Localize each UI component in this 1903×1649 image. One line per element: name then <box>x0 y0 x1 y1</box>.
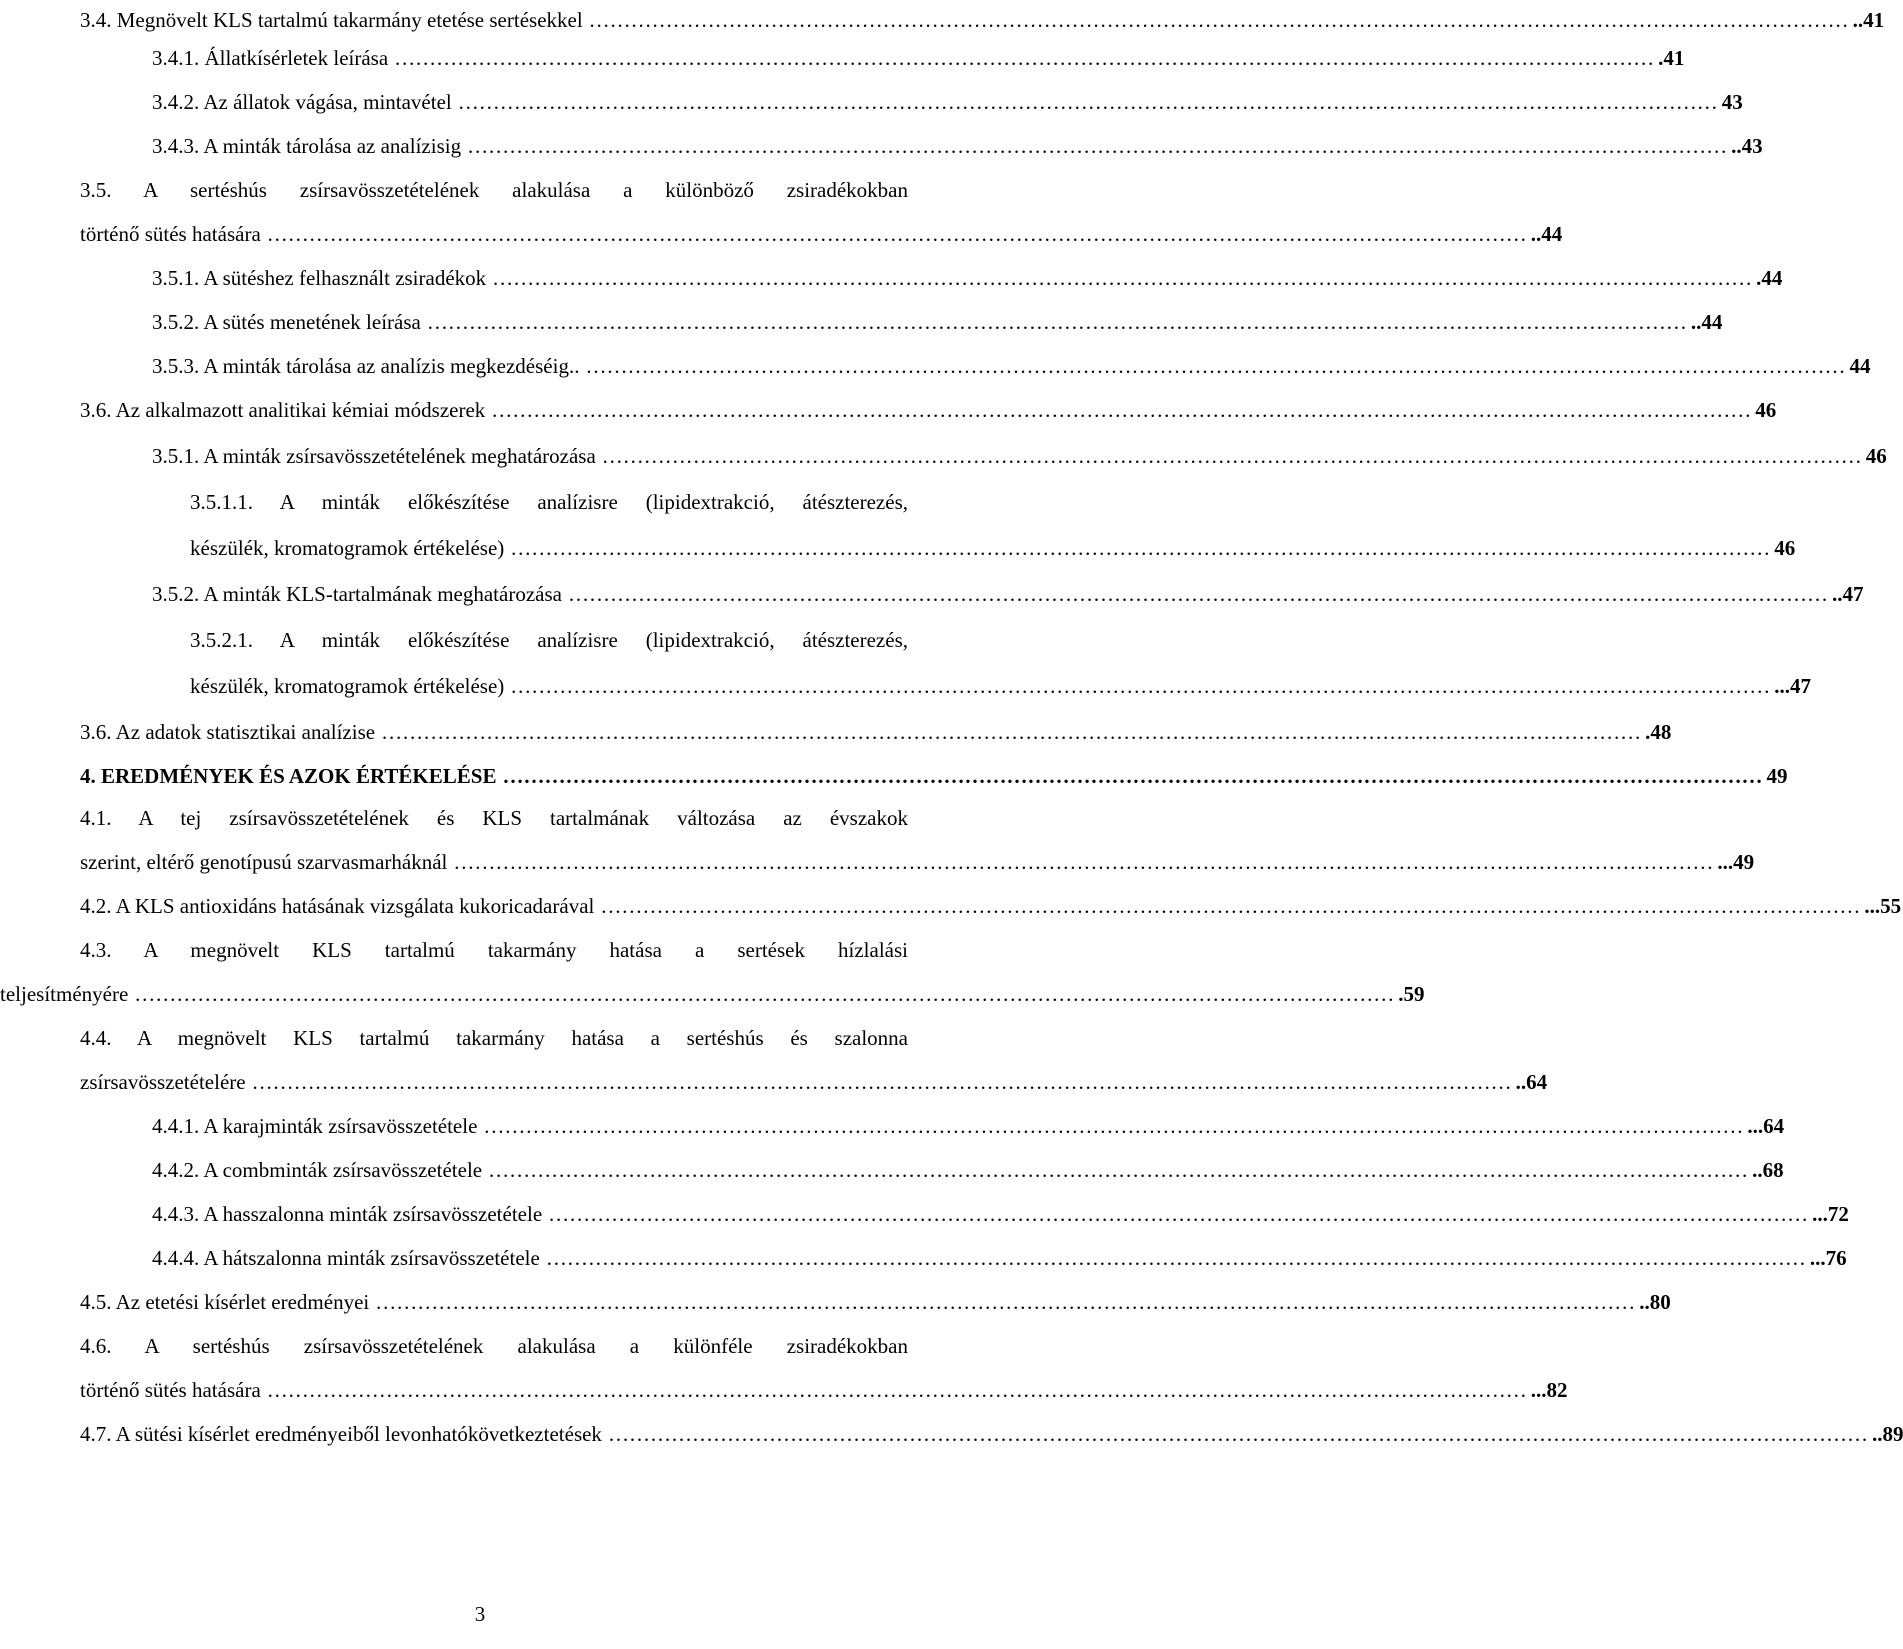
toc-entry[interactable] <box>0 304 1723 340</box>
toc-entry[interactable] <box>0 888 1902 924</box>
dot-leader: ……………………………………………………………………………………………………………………………………………………………… <box>492 266 1753 290</box>
toc-page-number: ..64 <box>1515 1070 1548 1094</box>
toc-entry-title: 3.4.3. A minták tárolása az analízisig <box>152 134 462 158</box>
toc-page-number: 46 <box>1865 444 1887 468</box>
toc-page-number: .48 <box>1645 720 1672 744</box>
toc-page-number: .44 <box>1756 266 1783 290</box>
dot-leader: ……………………………………………………………………………………………………………………………………………………………… <box>545 1246 1806 1270</box>
toc-entry[interactable] <box>0 932 1425 1012</box>
dot-leader: ……………………………………………………………………………………………………………………………………………………………… <box>585 354 1846 378</box>
toc-entry[interactable] <box>0 84 1743 120</box>
dot-leader: ……………………………………………………………………………………………………………………………………………………………… <box>266 1378 1527 1402</box>
toc-page-number: 46 <box>1755 398 1777 422</box>
toc-entry-title: 4.4.2. A combminták zsírsavösszetétele <box>152 1158 483 1182</box>
toc-entry-title-cont: készülék, kromatogramok értékelése) <box>190 536 505 560</box>
toc-entry[interactable] <box>0 260 1783 296</box>
dot-leader: ……………………………………………………………………………………………………………………………………………………………… <box>394 46 1655 70</box>
dot-leader: ……………………………………………………………………………………………………………………………………………………………… <box>600 894 1861 918</box>
toc-entry[interactable] <box>0 40 1685 76</box>
toc-page-number: 46 <box>1774 536 1796 560</box>
toc-entry[interactable] <box>0 438 1887 474</box>
dot-leader: ……………………………………………………………………………………………………………………………………………………………… <box>491 398 1752 422</box>
toc-entry-title-cont: teljesítményére <box>0 982 129 1006</box>
toc-entry[interactable] <box>0 392 1777 428</box>
toc-entry-title: 3.5.2. A minták KLS-tartalmának meghatározása <box>152 582 562 606</box>
toc-entry-title: 4. EREDMÉNYEK ÉS AZOK ÉRTÉKELÉSE <box>80 764 497 788</box>
toc-entry-title-cont: történő sütés hatására <box>80 1378 261 1402</box>
toc-page-number: .41 <box>1658 46 1685 70</box>
toc-entry[interactable] <box>0 1020 1548 1100</box>
toc-page-number: ..44 <box>1530 222 1563 246</box>
toc-entry-title: 3.5.2. A sütés menetének leírása <box>152 310 421 334</box>
toc-page-number: ...72 <box>1812 1202 1849 1226</box>
dot-leader: ……………………………………………………………………………………………………………………………………………………………… <box>467 134 1728 158</box>
toc-page-number: ...76 <box>1809 1246 1847 1270</box>
dot-leader: ……………………………………………………………………………………………………………………………………………………………… <box>266 222 1527 246</box>
toc-entry-title: 3.5.1. A minták zsírsavösszetételének meghatározása <box>152 444 596 468</box>
toc-page-number: 49 <box>1766 764 1788 788</box>
toc-entry[interactable] <box>0 348 1871 384</box>
toc-entry-title: 4.4.4. A hátszalonna minták zsírsavösszetétele <box>152 1246 540 1270</box>
dot-leader: ……………………………………………………………………………………………………………………………………………………………… <box>134 982 1395 1006</box>
dot-leader: ……………………………………………………………………………………………………………………………………………………………… <box>453 850 1714 874</box>
toc-page-number: ..80 <box>1639 1290 1671 1314</box>
toc-entry[interactable] <box>0 800 1755 880</box>
toc-page-number: ..47 <box>1831 582 1864 606</box>
toc-entry-title-cont: szerint, eltérő genotípusú szarvasmarháknál <box>80 850 448 874</box>
toc-entry[interactable] <box>0 128 1763 164</box>
toc-entry-title: 3.4.1. Állatkísérletek leírása <box>152 46 389 70</box>
toc-page-number: ...55 <box>1864 894 1902 918</box>
toc-page-number: ...64 <box>1747 1114 1785 1138</box>
toc-entry[interactable] <box>0 1240 1847 1276</box>
dot-leader: ……………………………………………………………………………………………………………………………………………………………… <box>381 720 1642 744</box>
toc-entry-title-cont: készülék, kromatogramok értékelése) <box>190 674 505 698</box>
toc-entry-title: 3.5.1. A sütéshez felhasznált zsiradékok <box>152 266 487 290</box>
dot-leader: ……………………………………………………………………………………………………………………………………………………………… <box>607 1422 1868 1446</box>
toc-entry-title: 3.6. Az alkalmazott analitikai kémiai módszerek <box>80 398 486 422</box>
toc-page-number: ..44 <box>1690 310 1723 334</box>
toc-entry-title: 4.3. A megnövelt KLS tartalmú takarmány hatása a sertések hízlalási <box>80 938 908 962</box>
toc-entry-title: 3.5.3. A minták tárolása az analízis megkezdéséig.. <box>152 354 580 378</box>
toc-page-number: ..41 <box>1852 8 1885 32</box>
toc-entry[interactable] <box>0 1108 1785 1144</box>
toc-page-number: 44 <box>1849 354 1871 378</box>
toc-entry[interactable] <box>0 1152 1784 1188</box>
toc-entry-title: 3.6. Az adatok statisztikai analízise <box>80 720 376 744</box>
toc-entry-title: 3.4.2. Az állatok vágása, mintavétel <box>152 90 452 114</box>
toc-entry-title: 3.5. A sertéshús zsírsavösszetételének alakulása a különböző zsiradékokban <box>80 178 908 202</box>
toc-entry-title: 3.4. Megnövelt KLS tartalmú takarmány etetése sertésekkel <box>80 8 583 32</box>
toc-entry[interactable] <box>0 1196 1849 1232</box>
toc-page-number: ...49 <box>1717 850 1755 874</box>
toc-entry-title: 4.6. A sertéshús zsírsavösszetételének alakulása a különféle zsiradékokban <box>80 1334 908 1358</box>
toc-entry-title-cont: történő sütés hatására <box>80 222 261 246</box>
toc-entry[interactable] <box>0 622 1812 704</box>
dot-leader: ……………………………………………………………………………………………………………………………………………………………… <box>502 764 1763 788</box>
toc-entry-title: 4.2. A KLS antioxidáns hatásának vizsgálata kukoricadarával <box>80 894 595 918</box>
dot-leader: ……………………………………………………………………………………………………………………………………………………………… <box>483 1114 1744 1138</box>
page-number: 3 <box>474 1602 486 1626</box>
toc-entry[interactable] <box>0 714 1672 750</box>
dot-leader: ……………………………………………………………………………………………………………………………………………………………… <box>457 90 1718 114</box>
dot-leader: ……………………………………………………………………………………………………………………………………………………………… <box>375 1290 1636 1314</box>
toc-entry-title: 4.4.1. A karajminták zsírsavösszetétele <box>152 1114 478 1138</box>
toc-page-number: ..89 <box>1871 1422 1903 1446</box>
toc-page-number: 43 <box>1721 90 1743 114</box>
dot-leader: ……………………………………………………………………………………………………………………………………………………………… <box>510 536 1771 560</box>
toc-entry[interactable] <box>0 758 1788 794</box>
toc-entry[interactable] <box>0 1284 1671 1320</box>
toc-page-number: ...47 <box>1774 674 1812 698</box>
toc-entry-title: 3.5.2.1. A minták előkészítése analízisre (lipidextrakció, átészterezés, <box>190 628 908 652</box>
toc-entry[interactable] <box>0 2 1885 38</box>
toc-entry-title: 4.5. Az etetési kísérlet eredményei <box>80 1290 370 1314</box>
toc-entry[interactable] <box>0 576 1864 612</box>
toc-entry-title: 4.4.3. A hasszalonna minták zsírsavösszetétele <box>152 1202 543 1226</box>
dot-leader: ……………………………………………………………………………………………………………………………………………………………… <box>588 8 1849 32</box>
dot-leader: ……………………………………………………………………………………………………………………………………………………………… <box>488 1158 1749 1182</box>
toc-entry[interactable] <box>0 1416 1903 1452</box>
toc-page-number: .59 <box>1398 982 1425 1006</box>
toc-entry-title: 4.1. A tej zsírsavösszetételének és KLS tartalmának változása az évszakok <box>80 806 908 830</box>
toc-entry[interactable] <box>0 172 1563 252</box>
toc-entry-title-cont: zsírsavösszetételére <box>80 1070 246 1094</box>
toc-page-number: ..43 <box>1731 134 1763 158</box>
dot-leader: ……………………………………………………………………………………………………………………………………………………………… <box>548 1202 1809 1226</box>
toc-entry-title: 4.4. A megnövelt KLS tartalmú takarmány hatása a sertéshús és szalonna <box>80 1026 908 1050</box>
toc-entry-title: 3.5.1.1. A minták előkészítése analízisre (lipidextrakció, átészterezés, <box>190 490 908 514</box>
toc-page-number: ...82 <box>1530 1378 1568 1402</box>
dot-leader: ……………………………………………………………………………………………………………………………………………………………… <box>601 444 1862 468</box>
dot-leader: ……………………………………………………………………………………………………………………………………………………………… <box>510 674 1771 698</box>
toc-entry-title: 4.7. A sütési kísérlet eredményeiből levonhatókövetkeztetések <box>80 1422 602 1446</box>
dot-leader: ……………………………………………………………………………………………………………………………………………………………… <box>251 1070 1512 1094</box>
toc-entry[interactable] <box>0 484 1796 566</box>
dot-leader: ……………………………………………………………………………………………………………………………………………………………… <box>567 582 1828 606</box>
toc-entry[interactable] <box>0 1328 1568 1408</box>
dot-leader: ……………………………………………………………………………………………………………………………………………………………… <box>426 310 1687 334</box>
toc-page-number: ..68 <box>1752 1158 1784 1182</box>
